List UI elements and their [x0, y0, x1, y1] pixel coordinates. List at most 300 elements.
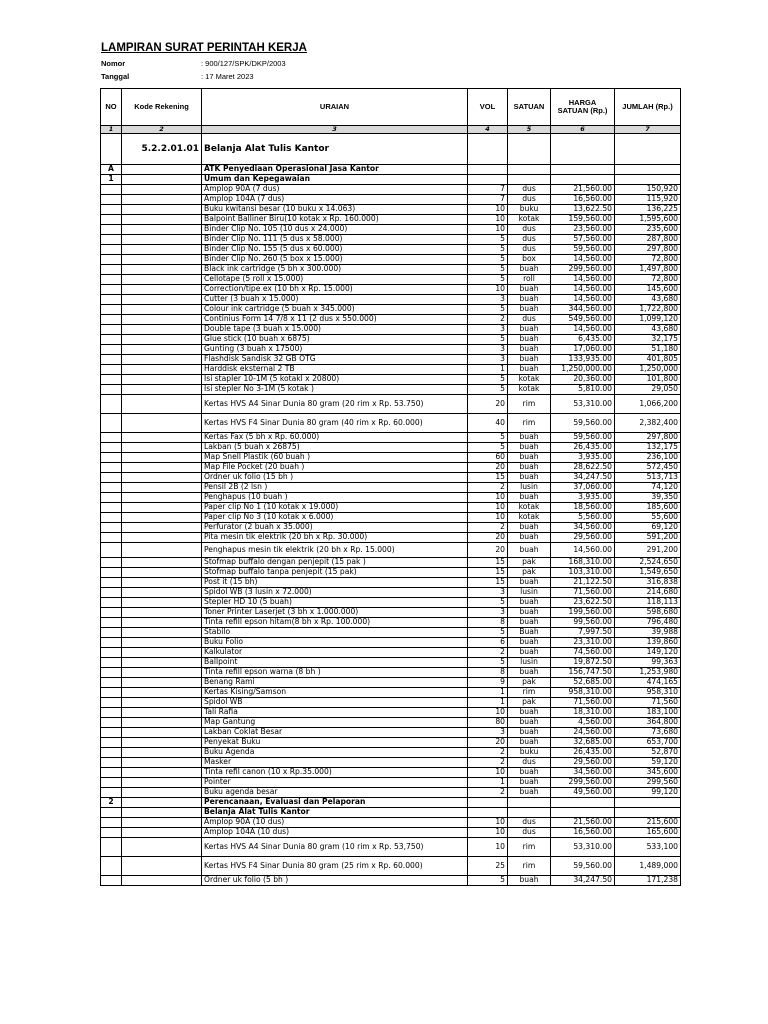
vol-cell: 10 — [468, 708, 508, 718]
table-row — [101, 195, 681, 205]
vol-cell: 5 — [468, 433, 508, 443]
vol-cell: 20 — [468, 543, 508, 558]
total-cell: 185,600 — [615, 503, 681, 513]
price-cell: 37,060.00 — [551, 483, 615, 493]
price-cell: 74,560.00 — [551, 648, 615, 658]
index-cell: 7 — [615, 126, 681, 134]
desc-cell: Buku kwitansi besar (10 buku x 14.063) — [202, 205, 468, 215]
vol-cell: 15 — [468, 578, 508, 588]
unit-cell: rim — [508, 857, 551, 876]
unit-cell: buah — [508, 345, 551, 355]
price-cell: 4,560.00 — [551, 718, 615, 728]
desc-cell: Paper clip No 3 (10 kotak x 6.000) — [202, 513, 468, 523]
price-cell: 24,560.00 — [551, 728, 615, 738]
price-cell: 59,560.00 — [551, 245, 615, 255]
price-cell: 59,560.00 — [551, 433, 615, 443]
vol-cell: 8 — [468, 668, 508, 678]
desc-cell: Tinta refill epson hitam(8 bh x Rp. 100.000) — [202, 618, 468, 628]
price-cell: 299,560.00 — [551, 265, 615, 275]
unit-cell: dus — [508, 235, 551, 245]
desc-cell: Kertas HVS F4 Sinar Dunia 80 gram (25 rim x Rp. 60.000) — [202, 857, 468, 876]
price-cell: 14,560.00 — [551, 295, 615, 305]
total-cell: 533,100 — [615, 838, 681, 857]
desc-cell: Spidol WB — [202, 698, 468, 708]
table-row — [101, 483, 681, 493]
desc-cell: Buku Folio — [202, 638, 468, 648]
table-row — [101, 245, 681, 255]
tanggal-row — [101, 72, 254, 81]
table-row — [101, 828, 681, 838]
unit-cell: dus — [508, 828, 551, 838]
vol-cell: 10 — [468, 493, 508, 503]
vol-cell: 5 — [468, 598, 508, 608]
total-cell: 29,050 — [615, 385, 681, 395]
total-cell: 1,497,800 — [615, 265, 681, 275]
table-row — [101, 628, 681, 638]
desc-cell: Kertas HVS A4 Sinar Dunia 80 gram (20 rim x Rp. 53.750) — [202, 395, 468, 414]
price-cell: 156,747.50 — [551, 668, 615, 678]
header-vol: VOL — [468, 89, 508, 126]
vol-cell: 9 — [468, 678, 508, 688]
total-cell: 73,680 — [615, 728, 681, 738]
desc-cell: Masker — [202, 758, 468, 768]
table-row — [101, 578, 681, 588]
total-cell: 958,310 — [615, 688, 681, 698]
price-cell: 26,435.00 — [551, 443, 615, 453]
table-row — [101, 395, 681, 414]
section-2-row — [101, 798, 681, 808]
unit-cell: buah — [508, 788, 551, 798]
price-cell: 14,560.00 — [551, 325, 615, 335]
table-row — [101, 335, 681, 345]
table-row — [101, 598, 681, 608]
desc-cell: Correction/tipe ex (10 bh x Rp. 15.000) — [202, 285, 468, 295]
table-row — [101, 285, 681, 295]
table-row — [101, 493, 681, 503]
unit-cell: buah — [508, 325, 551, 335]
vol-cell: 60 — [468, 453, 508, 463]
total-cell: 598,680 — [615, 608, 681, 618]
account-code-row — [101, 134, 681, 165]
vol-cell: 10 — [468, 285, 508, 295]
price-cell: 18,560.00 — [551, 503, 615, 513]
table-row — [101, 365, 681, 375]
desc-cell: Penghapus mesin tik elektrik (20 bh x Rp. 15.000) — [202, 543, 468, 558]
total-cell: 1,253,980 — [615, 668, 681, 678]
price-cell: 103,310.00 — [551, 568, 615, 578]
table-row — [101, 748, 681, 758]
unit-cell: lusin — [508, 483, 551, 493]
unit-cell: buah — [508, 608, 551, 618]
desc-cell: Map Snell Plastik (60 buah ) — [202, 453, 468, 463]
desc-cell: Black ink cartridge (5 bh x 300.000) — [202, 265, 468, 275]
unit-cell: buku — [508, 205, 551, 215]
total-cell: 1,595,600 — [615, 215, 681, 225]
desc-cell: Benang Rami — [202, 678, 468, 688]
account-name: Belanja Alat Tulis Kantor — [202, 134, 468, 165]
vol-cell: 1 — [468, 698, 508, 708]
table-row — [101, 453, 681, 463]
table-row — [101, 608, 681, 618]
desc-cell: Buku Agenda — [202, 748, 468, 758]
price-cell: 34,560.00 — [551, 768, 615, 778]
vol-cell: 5 — [468, 235, 508, 245]
price-cell: 5,810.00 — [551, 385, 615, 395]
desc-cell: Ballpoint — [202, 658, 468, 668]
unit-cell: pak — [508, 678, 551, 688]
desc-cell: Pita mesin tik elektrik (20 bh x Rp. 30.000) — [202, 533, 468, 543]
total-cell: 572,450 — [615, 463, 681, 473]
total-cell: 316,838 — [615, 578, 681, 588]
desc-cell: Tinta refill epson warna (8 bh ) — [202, 668, 468, 678]
vol-cell: 5 — [468, 335, 508, 345]
total-cell: 1,722,800 — [615, 305, 681, 315]
vol-cell: 10 — [468, 225, 508, 235]
unit-cell: buah — [508, 295, 551, 305]
unit-cell: buah — [508, 668, 551, 678]
unit-cell: buah — [508, 285, 551, 295]
desc-cell: Flashdisk Sandisk 32 GB OTG — [202, 355, 468, 365]
unit-cell: buah — [508, 738, 551, 748]
vol-cell: 10 — [468, 513, 508, 523]
table-row — [101, 718, 681, 728]
vol-cell: 10 — [468, 838, 508, 857]
desc-cell: Kertas Kising/Samson — [202, 688, 468, 698]
total-cell: 59,120 — [615, 758, 681, 768]
section-a-row — [101, 165, 681, 175]
tanggal-value: : 17 Maret 2023 — [201, 72, 254, 81]
price-cell: 32,685.00 — [551, 738, 615, 748]
column-index-row — [101, 126, 681, 134]
vol-cell: 1 — [468, 365, 508, 375]
price-cell: 14,560.00 — [551, 543, 615, 558]
total-cell: 115,920 — [615, 195, 681, 205]
unit-cell: buah — [508, 543, 551, 558]
table-row — [101, 698, 681, 708]
price-cell: 23,310.00 — [551, 638, 615, 648]
vol-cell: 5 — [468, 265, 508, 275]
total-cell: 401,805 — [615, 355, 681, 365]
vol-cell: 5 — [468, 658, 508, 668]
table-row — [101, 385, 681, 395]
table-row — [101, 513, 681, 523]
price-cell: 34,560.00 — [551, 523, 615, 533]
price-cell: 3,935.00 — [551, 493, 615, 503]
table-row — [101, 295, 681, 305]
index-cell: 6 — [551, 126, 615, 134]
desc-cell: Paper clip No 1 (10 kotak x 19.000) — [202, 503, 468, 513]
table-row — [101, 688, 681, 698]
unit-cell: dus — [508, 758, 551, 768]
total-cell: 139,860 — [615, 638, 681, 648]
vol-cell: 5 — [468, 275, 508, 285]
section-1-row — [101, 175, 681, 185]
price-cell: 49,560.00 — [551, 788, 615, 798]
unit-cell: dus — [508, 315, 551, 325]
desc-cell: Stofmap buffalo tanpa penjepit (15 pak) — [202, 568, 468, 578]
unit-cell: buah — [508, 493, 551, 503]
total-cell: 51,180 — [615, 345, 681, 355]
unit-cell: pak — [508, 558, 551, 568]
table-row — [101, 876, 681, 886]
section-1-title: Umum dan Kepegawaian — [202, 175, 468, 185]
vol-cell: 20 — [468, 738, 508, 748]
price-cell: 13,622.50 — [551, 205, 615, 215]
total-cell: 118,113 — [615, 598, 681, 608]
total-cell: 1,250,000 — [615, 365, 681, 375]
price-cell: 199,560.00 — [551, 608, 615, 618]
total-cell: 99,120 — [615, 788, 681, 798]
unit-cell: lusin — [508, 658, 551, 668]
desc-cell: Amplop 90A (7 dus) — [202, 185, 468, 195]
unit-cell: rim — [508, 688, 551, 698]
total-cell: 364,800 — [615, 718, 681, 728]
unit-cell: buku — [508, 748, 551, 758]
price-cell: 7,997.50 — [551, 628, 615, 638]
desc-cell: Glue stick (10 buah x 6875) — [202, 335, 468, 345]
unit-cell: buah — [508, 365, 551, 375]
vol-cell: 40 — [468, 414, 508, 433]
section-no: 2 — [101, 798, 122, 808]
header-kode: Kode Rekening — [122, 89, 202, 126]
total-cell: 214,680 — [615, 588, 681, 598]
desc-cell: Tinta refil canon (10 x Rp.35.000) — [202, 768, 468, 778]
vol-cell: 20 — [468, 533, 508, 543]
account-code: 5.2.2.01.01 — [122, 134, 202, 165]
table-row — [101, 325, 681, 335]
total-cell: 145,600 — [615, 285, 681, 295]
vol-cell: 2 — [468, 758, 508, 768]
desc-cell: Spidol WB (3 lusin x 72.000) — [202, 588, 468, 598]
total-cell: 69,120 — [615, 523, 681, 533]
price-cell: 59,560.00 — [551, 857, 615, 876]
section-a-title: ATK Penyediaan Operasional Jasa Kantor — [202, 165, 468, 175]
vol-cell: 7 — [468, 185, 508, 195]
vol-cell: 10 — [468, 503, 508, 513]
price-cell: 34,247.50 — [551, 876, 615, 886]
total-cell: 39,988 — [615, 628, 681, 638]
total-cell: 796,480 — [615, 618, 681, 628]
desc-cell: Kalkulator — [202, 648, 468, 658]
table-row — [101, 668, 681, 678]
unit-cell: buah — [508, 355, 551, 365]
price-cell: 59,560.00 — [551, 414, 615, 433]
desc-cell: Lakban (5 buah x 26875) — [202, 443, 468, 453]
desc-cell: Stabilo — [202, 628, 468, 638]
total-cell: 52,870 — [615, 748, 681, 758]
desc-cell: Stepler HD 10 (5 buah) — [202, 598, 468, 608]
price-cell: 21,560.00 — [551, 185, 615, 195]
total-cell: 345,600 — [615, 768, 681, 778]
desc-cell: Amplop 90A (10 dus) — [202, 818, 468, 828]
desc-cell: Isi stepler No 3-1M (5 kotak ) — [202, 385, 468, 395]
vol-cell: 5 — [468, 876, 508, 886]
price-cell: 168,310.00 — [551, 558, 615, 568]
desc-cell: Map Gantung — [202, 718, 468, 728]
desc-cell: Stofmap buffalo dengan penjepit (15 pak ) — [202, 558, 468, 568]
desc-cell: Binder Clip No. 155 (5 dus x 60.000) — [202, 245, 468, 255]
price-cell: 29,560.00 — [551, 533, 615, 543]
table-row — [101, 678, 681, 688]
unit-cell: kotak — [508, 215, 551, 225]
document-title: LAMPIRAN SURAT PERINTAH KERJA — [101, 42, 307, 54]
vol-cell: 1 — [468, 778, 508, 788]
total-cell: 43,680 — [615, 325, 681, 335]
total-cell: 287,800 — [615, 235, 681, 245]
vol-cell: 15 — [468, 473, 508, 483]
total-cell: 71,560 — [615, 698, 681, 708]
vol-cell: 1 — [468, 688, 508, 698]
price-cell: 71,560.00 — [551, 588, 615, 598]
desc-cell: Map File Pocket (20 buah ) — [202, 463, 468, 473]
table-row — [101, 558, 681, 568]
price-cell: 99,560.00 — [551, 618, 615, 628]
vol-cell: 10 — [468, 215, 508, 225]
vol-cell: 10 — [468, 768, 508, 778]
table-row — [101, 345, 681, 355]
total-cell: 101,800 — [615, 375, 681, 385]
desc-cell: Cutter (3 buah x 15.000) — [202, 295, 468, 305]
section-title: Perencanaan, Evaluasi dan Pelaporan — [202, 798, 468, 808]
price-cell: 53,310.00 — [551, 838, 615, 857]
price-cell: 18,310.00 — [551, 708, 615, 718]
unit-cell: buah — [508, 718, 551, 728]
unit-cell: buah — [508, 453, 551, 463]
desc-cell: Amplop 104A (10 dus) — [202, 828, 468, 838]
unit-cell: buah — [508, 578, 551, 588]
vol-cell: 5 — [468, 443, 508, 453]
vol-cell: 3 — [468, 295, 508, 305]
total-cell: 591,200 — [615, 533, 681, 543]
unit-cell: kotak — [508, 385, 551, 395]
unit-cell: dus — [508, 185, 551, 195]
table-row — [101, 463, 681, 473]
table-row — [101, 638, 681, 648]
table-row — [101, 588, 681, 598]
unit-cell: buah — [508, 648, 551, 658]
table-row — [101, 543, 681, 558]
price-cell: 14,560.00 — [551, 275, 615, 285]
table-row — [101, 738, 681, 748]
vol-cell: 2 — [468, 788, 508, 798]
vol-cell: 15 — [468, 558, 508, 568]
price-cell: 299,560.00 — [551, 778, 615, 788]
header-satuan: SATUAN — [508, 89, 551, 126]
price-cell: 28,622.50 — [551, 463, 615, 473]
desc-cell: Lakban Coklat Besar — [202, 728, 468, 738]
total-cell: 215,600 — [615, 818, 681, 828]
total-cell: 1,489,000 — [615, 857, 681, 876]
unit-cell: kotak — [508, 513, 551, 523]
nomor-label: Nomor — [101, 59, 126, 68]
unit-cell: box — [508, 255, 551, 265]
unit-cell: buah — [508, 533, 551, 543]
unit-cell: buah — [508, 463, 551, 473]
price-cell: 23,622.50 — [551, 598, 615, 608]
unit-cell: buah — [508, 778, 551, 788]
vol-cell: 2 — [468, 315, 508, 325]
price-cell: 5,560.00 — [551, 513, 615, 523]
price-cell: 53,310.00 — [551, 395, 615, 414]
index-cell: 2 — [122, 126, 202, 134]
table-row — [101, 235, 681, 245]
table-row — [101, 414, 681, 433]
total-cell: 513,713 — [615, 473, 681, 483]
table-row — [101, 305, 681, 315]
total-cell: 297,800 — [615, 433, 681, 443]
total-cell: 474,165 — [615, 678, 681, 688]
desc-cell: Pointer — [202, 778, 468, 788]
unit-cell: rim — [508, 414, 551, 433]
index-cell: 4 — [468, 126, 508, 134]
price-cell: 21,560.00 — [551, 818, 615, 828]
table-row — [101, 523, 681, 533]
total-cell: 2,382,400 — [615, 414, 681, 433]
vol-cell: 6 — [468, 638, 508, 648]
total-cell: 165,600 — [615, 828, 681, 838]
unit-cell: buah — [508, 876, 551, 886]
total-cell: 2,524,650 — [615, 558, 681, 568]
header-jumlah: JUMLAH (Rp.) — [615, 89, 681, 126]
desc-cell: Kertas HVS A4 Sinar Dunia 80 gram (10 rim x Rp. 53,750) — [202, 838, 468, 857]
table-row — [101, 778, 681, 788]
unit-cell: buah — [508, 708, 551, 718]
total-cell: 235,600 — [615, 225, 681, 235]
table-row — [101, 355, 681, 365]
vol-cell: 5 — [468, 305, 508, 315]
vol-cell: 5 — [468, 255, 508, 265]
desc-cell: Ordner uk folio (15 bh ) — [202, 473, 468, 483]
table-row — [101, 225, 681, 235]
unit-cell: dus — [508, 818, 551, 828]
desc-cell: Cellotape (5 roll x 15.000) — [202, 275, 468, 285]
header-harga: HARGA SATUAN (Rp.) — [551, 89, 615, 126]
vol-cell: 10 — [468, 205, 508, 215]
table-row — [101, 838, 681, 857]
price-cell: 19,872.50 — [551, 658, 615, 668]
total-cell: 183,100 — [615, 708, 681, 718]
table-row — [101, 315, 681, 325]
total-cell: 74,120 — [615, 483, 681, 493]
section-2-sub-row — [101, 808, 681, 818]
desc-cell: Ordner uk folio (5 bh ) — [202, 876, 468, 886]
unit-cell: dus — [508, 245, 551, 255]
table-row — [101, 433, 681, 443]
unit-cell: buah — [508, 728, 551, 738]
desc-cell: Kertas HVS F4 Sinar Dunia 80 gram (40 rim x Rp. 60.000) — [202, 414, 468, 433]
price-cell: 21,122.50 — [551, 578, 615, 588]
unit-cell: buah — [508, 433, 551, 443]
table-row — [101, 758, 681, 768]
unit-cell: rim — [508, 395, 551, 414]
price-cell: 34,247.50 — [551, 473, 615, 483]
desc-cell: Perfurator (2 buah x 35.000) — [202, 523, 468, 533]
price-cell: 52,685.00 — [551, 678, 615, 688]
table-row — [101, 658, 681, 668]
vol-cell: 3 — [468, 728, 508, 738]
vol-cell: 2 — [468, 523, 508, 533]
total-cell: 55,600 — [615, 513, 681, 523]
desc-cell: Double tape (3 buah x 15.000) — [202, 325, 468, 335]
vol-cell: 25 — [468, 857, 508, 876]
vol-cell: 7 — [468, 195, 508, 205]
total-cell: 236,100 — [615, 453, 681, 463]
table-row — [101, 818, 681, 828]
total-cell: 150,920 — [615, 185, 681, 195]
price-cell: 958,310.00 — [551, 688, 615, 698]
header-uraian: URAIAN — [202, 89, 468, 126]
vol-cell: 5 — [468, 375, 508, 385]
